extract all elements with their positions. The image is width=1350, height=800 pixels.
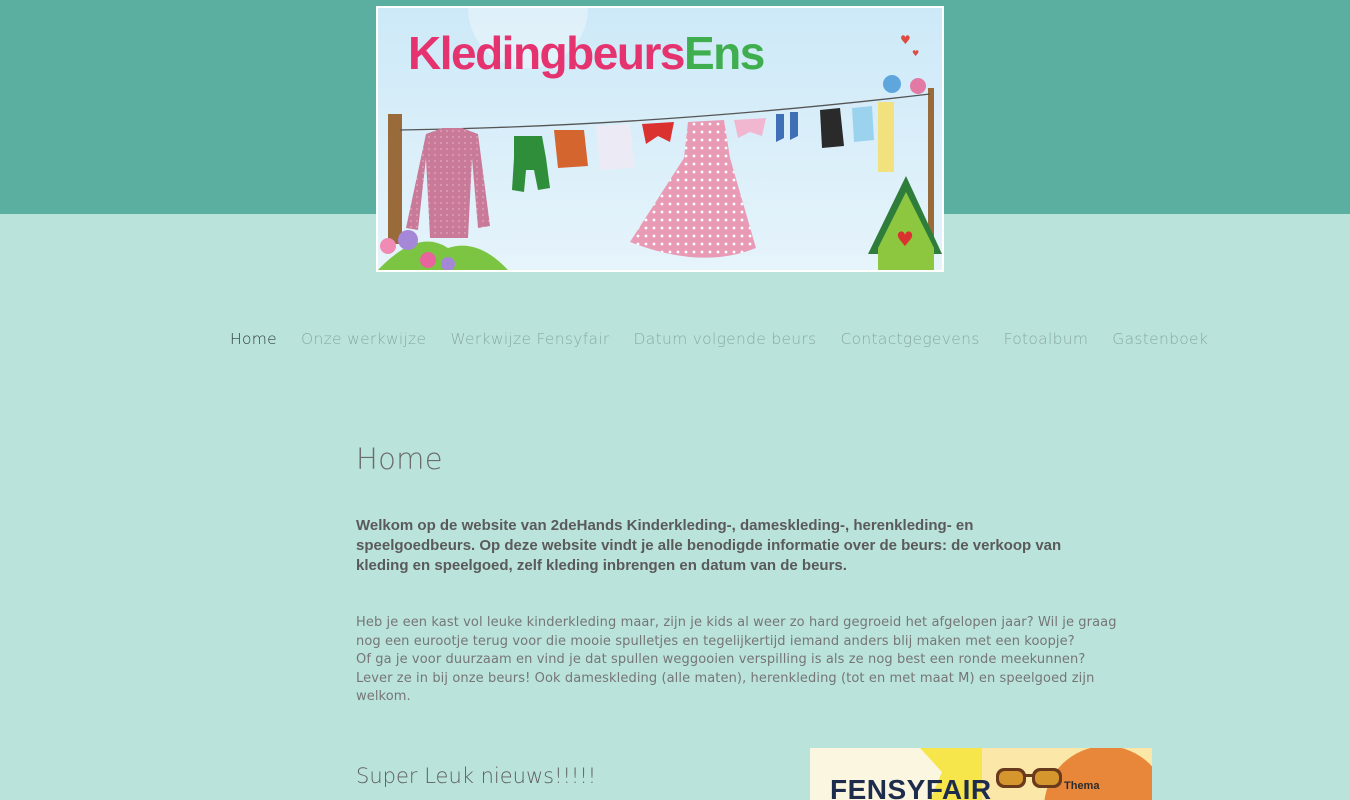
wooden-post	[388, 114, 402, 244]
promo-brand-text: FENSYFAIR	[830, 774, 992, 800]
fensyfair-promo-image[interactable]	[810, 748, 1152, 800]
logo-part-ens: Ens	[683, 27, 764, 79]
body-paragraph	[356, 614, 1117, 707]
nav-gastenboek[interactable]: Gastenboek	[1112, 330, 1209, 348]
logo-part-kledingbeurs: Kledingbeurs	[408, 27, 684, 79]
nav-contactgegevens[interactable]: Contactgegevens	[840, 330, 980, 348]
site-logo-title	[408, 27, 764, 79]
nav-onze-werkwijze[interactable]: Onze werkwijze	[300, 330, 427, 348]
body-line: Of ga je voor duurzaam en vind je dat spullen weggooien verspilling is als ze nog best een ronde meekunnen?	[356, 652, 1086, 667]
main-navigation	[230, 330, 1232, 352]
svg-text:♥: ♥	[912, 49, 920, 58]
page-title: Home	[356, 442, 443, 476]
nav-werkwijze-fensyfair[interactable]: Werkwijze Fensyfair	[450, 330, 610, 348]
news-heading: Super Leuk nieuws!!!!!	[356, 764, 597, 788]
svg-text:♥: ♥	[896, 227, 914, 251]
promo-thema-text: Thema	[1064, 780, 1100, 792]
nav-fotoalbum[interactable]: Fotoalbum	[1003, 330, 1089, 348]
site-banner[interactable]	[376, 6, 944, 272]
body-line: Lever ze in bij onze beurs! Ook dameskleding (alle maten), herenkleding (tot en met maat M) en speelgoed zijn	[356, 670, 1095, 686]
svg-text:♥: ♥	[900, 33, 911, 47]
intro-paragraph: Welkom op de website van 2deHands Kinderkleding-, dameskleding-, herenkleding- en speelgoedbeurs. Op deze website vindt je alle benodigde informatie over de beurs: de verkoop van kleding en speelgoed, zelf kleding inbrengen en datum van de beurs.	[356, 517, 1062, 574]
nav-datum-volgende-beurs[interactable]: Datum volgende beurs	[633, 330, 817, 348]
body-line: nog een eurootje terug voor die mooie spulletjes en tegelijkertijd iemand anders blij maken met een koopje?	[356, 633, 1075, 649]
body-line: welkom.	[356, 689, 411, 704]
body-line: Heb je een kast vol leuke kinderkleding maar, zijn je kids al weer zo hard gegroeid het afgelopen jaar? Wil je graag	[356, 615, 1117, 630]
nav-home[interactable]: Home	[230, 330, 277, 348]
